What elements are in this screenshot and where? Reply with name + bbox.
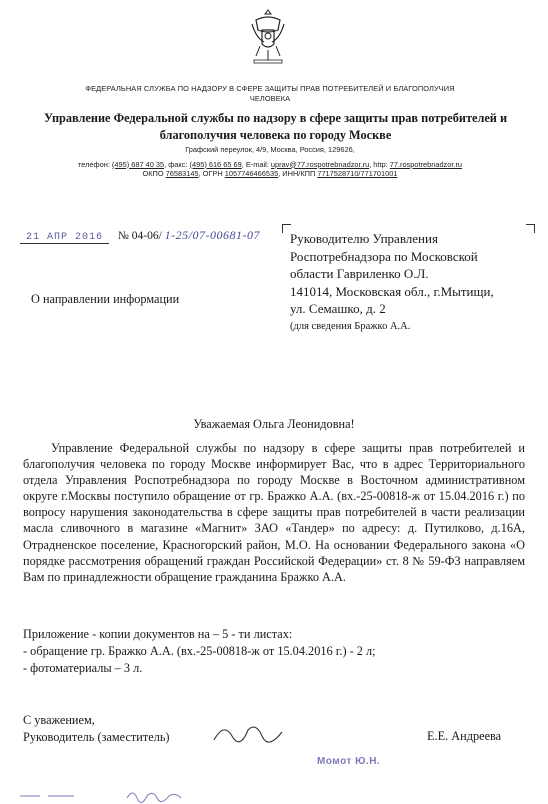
contacts-line: [30, 160, 510, 170]
closing-block: [23, 712, 170, 746]
title-line-2: благополучия человека по городу Москве: [159, 128, 392, 142]
email-link[interactable]: uprav@77.rospotrebnadzor.ru: [270, 159, 370, 169]
greeting: Уважаемая Ольга Леонидовна!: [193, 417, 355, 431]
recipient-line: области Гавриленко О.Л.: [290, 266, 429, 282]
recipient-line: 141014, Московская обл., г.Мытищи,: [290, 283, 494, 299]
contact-block: [30, 145, 510, 179]
closing-position: Руководитель (заместитель): [23, 730, 170, 744]
department-title: [18, 110, 533, 144]
attachment-item: - обращение гр. Бражко А.А. (вх.-25-00818-ж от 15.04.2016 г.) - 2 л;: [23, 644, 376, 658]
signer-name: Е.Е. Андреева: [427, 729, 502, 743]
attachments-intro: Приложение - копии документов на – 5 - ти листах:: [23, 627, 293, 641]
phone-number: (495) 687 40 35: [111, 159, 165, 169]
ogrn-value: 1057746466535: [224, 169, 279, 178]
handwritten-mark: [18, 790, 78, 800]
recipient-line: ул. Семашко, д. 2: [290, 301, 386, 317]
agency-line-1: ФЕДЕРАЛЬНАЯ СЛУЖБА ПО НАДЗОРУ В СФЕРЕ ЗАЩИТЫ ПРАВ ПОТРЕБИТЕЛЕЙ И БЛАГОПОЛУЧИЯ: [85, 84, 455, 93]
agency-name: [40, 84, 500, 104]
fax-label: , факс:: [164, 159, 190, 169]
site-label: , http:: [369, 159, 390, 169]
site-link[interactable]: 77.rospotrebnadzor.ru: [389, 159, 463, 169]
okpo-value: 76583145: [165, 169, 199, 178]
recipient-line: (для сведения Бражко А.А.: [290, 320, 411, 332]
letter-body: Управление Федеральной службы по надзору в сфере защиты прав потребителей и благополучия человека по городу Москве информирует Вас, что в адрес Территориального отдела Управления Роспотребнадзора по городу Москве в Восточном административном округе г.Москвы поступило обращение от гр. Бражко А.А. (вх.-25-00818-ж от 15.04.2016 г.) по вопросу нарушения законодательства в сфере защиты прав потребителей в части реализации масла сливочного в магазине «Магнит» ЗАО «Тандер» по адресу: д. Путилково, д.16А, Отрадненское поселение, Красногорский район, М.О. На основании Федерального закона «О порядке рассмотрения обращений граждан Российской Федерации» ст. 8 № 59-ФЗ направляем Вам по принадлежности обращение гражданина Бражко А.А.: [23, 441, 525, 584]
closing-regards: С уважением,: [23, 713, 95, 727]
recipient-line: Роспотребнадзора по Московской: [290, 248, 478, 264]
ogrn-label: , ОГРН: [198, 169, 225, 178]
email-label: , E-mail:: [241, 159, 271, 169]
phone-label: телефон:: [77, 159, 112, 169]
letter-subject: О направлении информации: [31, 292, 180, 306]
attachments-block: [23, 626, 523, 677]
coat-of-arms-icon: [248, 6, 288, 66]
registration-number-label: № 04-06/: [117, 230, 162, 242]
handwritten-number: 1-25/07-00681-07: [164, 228, 260, 242]
signature-icon: [210, 720, 300, 750]
recipient-line: Руководителю Управления: [290, 231, 438, 246]
okpo-label: ОКПО: [142, 169, 166, 178]
fax-number: (495) 616 65 69: [189, 159, 242, 169]
title-line-1: Управление Федеральной службы по надзору в сфере защиты прав потребителей и: [43, 111, 508, 125]
executor-stamp: Момот Ю.Н.: [317, 756, 381, 767]
inn-value: 7717528710/771701001: [317, 169, 398, 178]
postal-address: Графский переулок, 4/9, Москва, Россия, 129626,: [185, 145, 355, 154]
recipient-corner-mark: [526, 224, 535, 233]
inn-label: , ИНН/КПП: [278, 169, 318, 178]
recipient-block: [290, 230, 526, 336]
agency-line-2: ЧЕЛОВЕКА: [249, 94, 291, 103]
registration-date-stamp: 21 АПР 2016: [20, 232, 109, 244]
handwritten-signature-icon: [125, 786, 185, 804]
registry-line: [30, 169, 510, 179]
registration-line: [20, 228, 260, 244]
attachment-item: - фотоматериалы – 3 л.: [23, 661, 143, 675]
